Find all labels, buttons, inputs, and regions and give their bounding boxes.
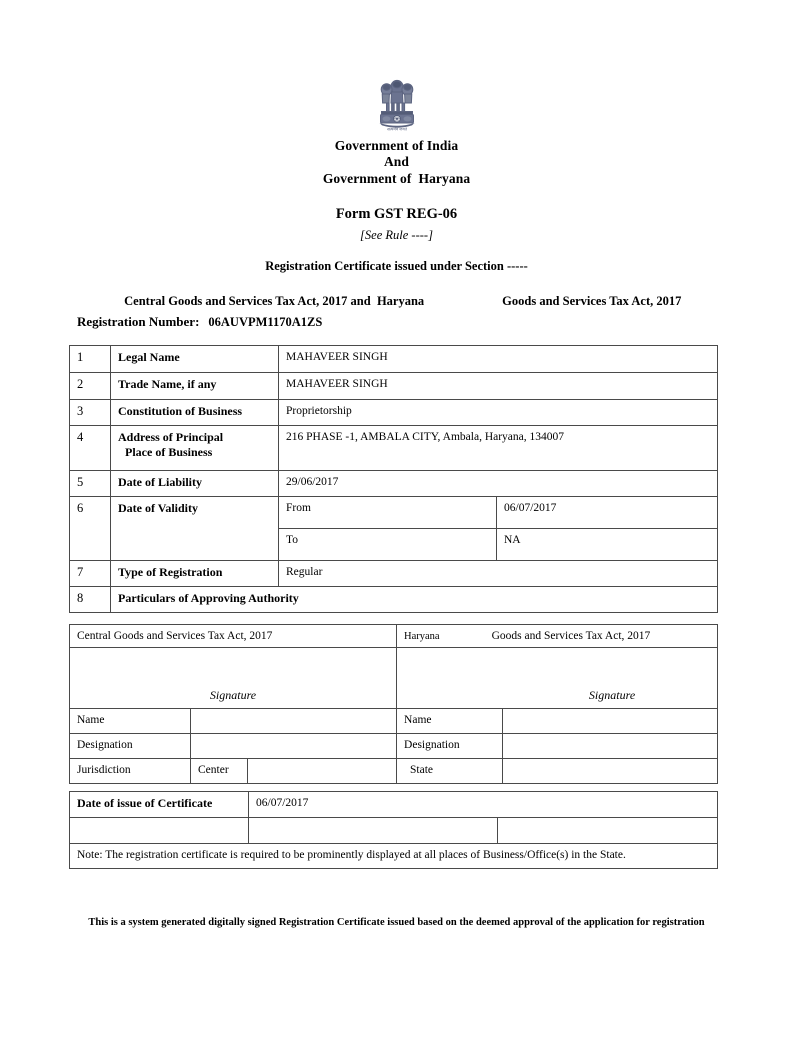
issue-date-value: 06/07/2017: [249, 792, 718, 818]
gov-state-prefix: Government of: [322, 171, 412, 186]
row-label-date-validity: Date of Validity: [111, 497, 279, 561]
note-row: [70, 844, 718, 869]
authority-jurisdiction-row: [70, 759, 718, 784]
jurisdiction-center-value: [248, 759, 397, 784]
signature-cell-state: [397, 648, 718, 709]
designation-value-state: [503, 734, 718, 759]
certificate-details-table: [69, 345, 718, 613]
state-act-heading: [397, 625, 718, 648]
row-number: 4: [70, 426, 111, 471]
blank-row: [70, 818, 718, 844]
state-act-label: Goods and Services Tax Act, 2017: [491, 630, 651, 642]
jurisdiction-center-label: Center: [191, 759, 248, 784]
validity-to-label: To: [279, 529, 497, 561]
row-number: 2: [70, 373, 111, 400]
signature-cell-central: [70, 648, 397, 709]
blank-cell-b: [249, 818, 498, 844]
authority-header-row: [70, 625, 718, 648]
designation-label-central: Designation: [70, 734, 191, 759]
blank-cell-c: [498, 818, 718, 844]
name-label-central: Name: [70, 709, 191, 734]
table-row: [70, 373, 718, 400]
designation-value-central: [191, 734, 397, 759]
gov-india-heading: Government of India: [334, 138, 459, 153]
row-label-date-liability: Date of Liability: [111, 471, 279, 497]
footer-note: This is a system generated digitally signed Registration Certificate issued based on the deemed approval of the application for registration: [88, 917, 705, 928]
row-value-address: 216 PHASE -1, AMBALA CITY, Ambala, Haryana, 134007: [279, 426, 718, 471]
table-row: [70, 426, 718, 471]
row-label-trade-name: Trade Name, if any: [111, 373, 279, 400]
validity-to-value: NA: [497, 529, 718, 561]
gov-state-name: Haryana: [418, 171, 471, 186]
row-value-constitution: Proprietorship: [279, 400, 718, 426]
state-name-label: Haryana: [404, 631, 440, 642]
registration-number-value: 06AUVPM1170A1ZS: [208, 315, 323, 329]
table-row: [70, 400, 718, 426]
svg-text:सत्यमेव जयते: सत्यमेव जयते: [386, 126, 407, 132]
signature-label-state: Signature: [588, 688, 636, 703]
table-row: [70, 497, 718, 529]
row-number: 3: [70, 400, 111, 426]
row-number: 8: [70, 587, 111, 613]
row-value-trade-name: MAHAVEER SINGH: [279, 373, 718, 400]
validity-from-value: 06/07/2017: [497, 497, 718, 529]
emblem-container: [0, 76, 793, 132]
row-label-approving-authority: Particulars of Approving Authority: [111, 587, 718, 613]
name-value-central: [191, 709, 397, 734]
registration-number-line: [77, 314, 322, 330]
name-value-state: [503, 709, 718, 734]
row-label-constitution: Constitution of Business: [111, 400, 279, 426]
central-act-heading: Central Goods and Services Tax Act, 2017: [70, 625, 397, 648]
table-row: [70, 346, 718, 373]
table-row: [70, 561, 718, 587]
blank-cell-a: [70, 818, 249, 844]
acts-right-text: Goods and Services Tax Act, 2017: [502, 294, 682, 308]
jurisdiction-label: Jurisdiction: [70, 759, 191, 784]
and-conjunction: And: [383, 154, 410, 169]
row-value-date-liability: 29/06/2017: [279, 471, 718, 497]
authority-name-row: [70, 709, 718, 734]
india-national-emblem-icon: [374, 76, 420, 132]
note-text: Note: The registration certificate is required to be prominently displayed at all places of Business/Office(s) in the State.: [70, 844, 718, 869]
name-label-state: Name: [397, 709, 503, 734]
table-row: [70, 587, 718, 613]
issue-note-table: [69, 791, 718, 869]
row-label-address-line2: Place of Business: [125, 445, 213, 459]
row-label-type-registration: Type of Registration: [111, 561, 279, 587]
row-value-legal-name: MAHAVEER SINGH: [279, 346, 718, 373]
row-value-type-registration: Regular: [279, 561, 718, 587]
row-label-address-line1: Address of Principal: [118, 430, 224, 444]
validity-from-label: From: [279, 497, 497, 529]
signature-label-central: Signature: [209, 688, 257, 703]
jurisdiction-state-label: State: [397, 759, 503, 784]
row-label-legal-name: Legal Name: [111, 346, 279, 373]
designation-label-state: Designation: [397, 734, 503, 759]
form-title: Form GST REG-06: [335, 206, 458, 222]
row-number: 7: [70, 561, 111, 587]
signature-row: [70, 648, 718, 709]
table-row: [70, 471, 718, 497]
registration-section-text: Registration Certificate issued under Section -----: [265, 259, 528, 273]
issue-date-label: Date of issue of Certificate: [70, 792, 249, 818]
registration-number-label: Registration Number:: [77, 314, 200, 329]
see-rule-text: [See Rule ----]: [360, 228, 433, 242]
issue-date-row: [70, 792, 718, 818]
jurisdiction-state-value: [503, 759, 718, 784]
row-number: 1: [70, 346, 111, 373]
row-number: 5: [70, 471, 111, 497]
approving-authority-table: [69, 624, 718, 784]
row-label-address: [111, 426, 279, 471]
authority-designation-row: [70, 734, 718, 759]
gov-state-heading: [0, 171, 793, 187]
acts-left-text: Central Goods and Services Tax Act, 2017 and Haryana: [124, 294, 425, 308]
row-number: 6: [70, 497, 111, 561]
